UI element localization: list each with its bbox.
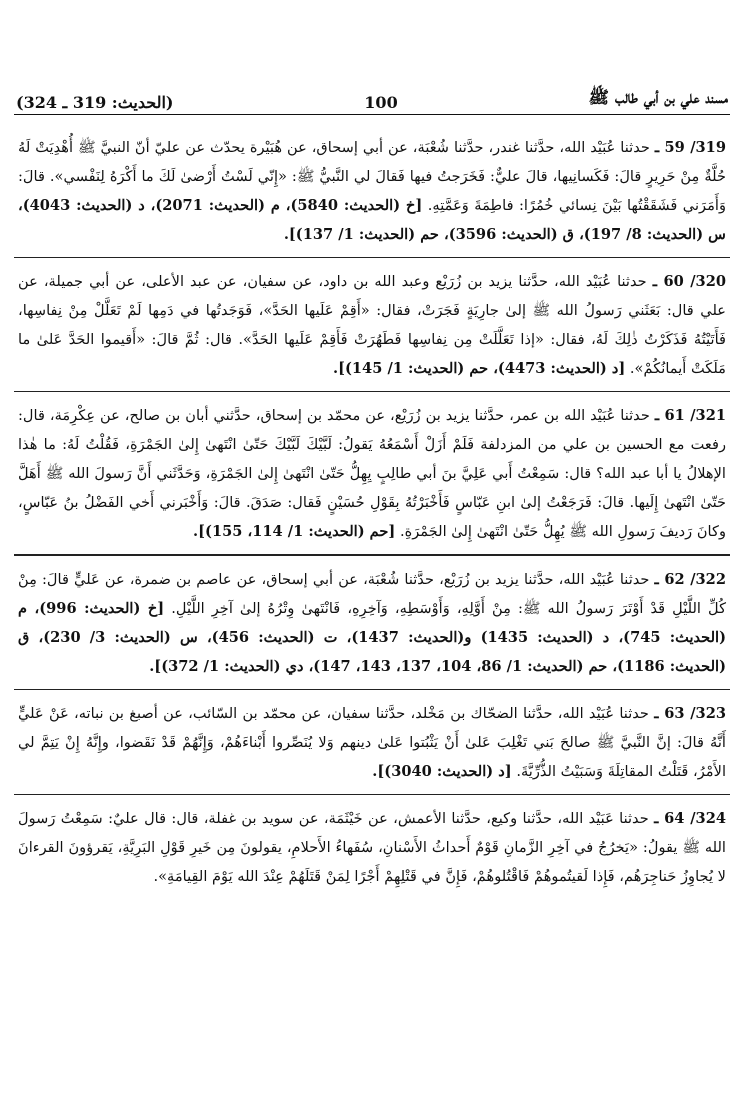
hadith-text: حدثنا عُبَيْد الله بن عمر، حدَّثنا يزيد بن زُرَيْع، عن محمّد بن إسحاق، حدَّثني أبان بن صالح، عن عِكْرِمَة، قال: رفعت مع الحسين بن علي من المزدلفة فَلَمْ أَزَلْ أَسْمَعُهُ يَقولُ: لَبَّيْكَ لَبَّيْكَ حَتّىٰ انْتَهىٰ إِلىٰ الجَمْرَةِ، فَقُلْتُ لَهُ: ما هٰذا الإهلالُ يا أبا عبد الله؟ قال: سَمِعْتُ أَبي عَلِيَّ بنَ أبي طالِبٍ يِهِلُّ حَتّىٰ انْتَهىٰ إِلىٰ الجَمْرَةِ، وَحَدَّثَني أَنَّ رَسولَ الله ﷺ أَهَلَّ حَتّىٰ انْتَهىٰ إِلَيها. قالَ: فَرَجَعْتُ إلىٰ ابنِ عَبّاسٍ فَأَخْبَرْتُهُ بِقَوْلِ حُسَيْنٍ فَقال: صَدَقَ. قالَ: وَأَخْبَرني أَخي الفَضْلُ بنُ عَبّاسٍ، وكانَ رَديفَ رَسولِ الله ﷺ يُهِلُّ حَتّىٰ انْتَهىٰ إِلىٰ الجَمْرَةِ. xyxy=(18,407,726,541)
hadith-entry xyxy=(14,133,730,249)
page-header xyxy=(14,82,730,115)
hadith-entry xyxy=(14,804,730,891)
hadith-number: 324/ 64 ـ xyxy=(654,809,727,827)
hadith-number: 319/ 59 ـ xyxy=(654,139,726,156)
hadith-reference: [د (الحديث: 4473)، حم (الحديث: 1/ 145)]. xyxy=(333,360,626,378)
hadith-entry xyxy=(14,267,730,383)
hadith-entry xyxy=(14,401,730,546)
hadith-number: 321/ 61 ـ xyxy=(654,407,727,425)
hadith-number: 322/ 62 ـ xyxy=(654,570,726,588)
hadith-text: حدثنا عُبَيْد الله، حدَّثنا يزيد بن زُرَيْع وعبد الله بن داود، عن سفيان، عن عبد الأعلى، عن أبي جميلة، عن علي قال: بَعَثَني رَسولُ الله ﷺ إلىٰ جارِيَةٍ فَجَرَتْ، فقال: «أَقِمْ عَلَيها الحَدَّ»، فَوَجَدتُها في دَمِها لَمْ تَعَلَّلْ مِنْ نِفاسِها، فَأَتَيْتُهُ فَذَكَرْتُ ذٰلِكَ لَهُ، فقال: «إذا تَعَلَّلَتْ مِن نِفاسِها فَطَهُرَتْ فَأَقِمْ عَلَيها الحَدَّ». قال: ثُمَّ قالَ: «أَقيموا الحَدَّ عَلىٰ ما مَلَكَتْ أَيمانُكُمْ». xyxy=(18,273,726,378)
page-number: 100 xyxy=(364,93,398,112)
hadith-reference: [خ (الحديث: 5840)، م (الحديث: 2071)، د (الحديث: 4043)، س (الحديث: 8/ 197)، ق (الحديث: 3596)، حم (الحديث: 1/ 137)]. xyxy=(18,197,726,243)
hadith-number: 323/ 63 ـ xyxy=(654,704,727,722)
divider xyxy=(14,554,730,555)
book-title: مسند علي بن أبي طالب ﷺ xyxy=(588,88,728,108)
hadith-number: 320/ 60 ـ xyxy=(652,273,727,291)
hadith-reference: [خ (الحديث: 996)، م (الحديث: 745)، د (الحديث: 1435) و(الحديث: 1437)، ت (الحديث: 456)، س (الحديث: 3/ 230)، ق (الحديث: 1186)، حم (الحديث: 1/ 86، 104، 137، 143، 147)، دي (الحديث: 1/ 372)]. xyxy=(18,599,726,675)
hadith-reference: [د (الحديث: 3040)]. xyxy=(372,762,512,780)
divider xyxy=(14,689,730,690)
divider xyxy=(14,391,730,392)
hadith-text: حدثنا عُبَيْد الله، حدَّثنا يزيد بن زُرَيْع، حدَّثنا شُعْبَة، عن أبي إسحاق، عن عاصم بن ضمرة، عن عَليٍّ قالَ: مِنْ كُلِّ اللَّيْلِ قَدْ أَوْتَرَ رَسولُ الله ﷺ: مِنْ أَوَّلِهِ، وَأَوْسَطِهِ، وَآخِرِهِ، فَانْتَهىٰ وِتْرُهُ إلىٰ آخِرِ اللَّيْلِ. xyxy=(18,570,727,617)
hadith-text: حدثنا عَبَيْد الله، حدَّثنا وكيع، حدَّثنا الأعمش، عن خَيْثَمَة، عن سويد بن غفلة، قال: قال عليٌ: سَمِعْتُ رَسولَ الله ﷺ يقولُ: «يَخرُجُ في آخِرِ الزَّمانِ قَوْمٌ أَحداثُ الأَسْنانِ، سُفَهاءُ الأَحلامِ، يقولونَ مِن خَيرِ قَوْلِ البَرِيَّةِ، يَقرؤونَ القرءانَ لا يُجاوِزُ حَناجِرَهُم، فَإِذا لَقيتُموهُمْ فَاقْتُلوهُمْ، فَإِنَّ في قَتْلِهِمْ أَجْرًا لِمَنْ قَتَلَهُمْ عِنْدَ الله يَوْمَ القِيامَةِ». xyxy=(18,809,726,885)
hadith-reference: [حم (الحديث: 1/ 114، 155)]. xyxy=(193,523,396,541)
hadith-entry xyxy=(14,699,730,786)
document-page xyxy=(14,82,730,891)
hadith-text: حدثنا عُبَيْد الله، حدَّثنا غندر، حدَّثنا شُعْبَة، عن أبي إسحاق، عن هُبَيْرة يحدّث عن عليّ أنّ النبيَّ ﷺ أُهْدِيَتْ لَهُ حُلَّةٌ مِنْ حَرِيرٍ قالَ: فَكَسانِيها، قالَ عليٌّ: فَخَرَجتُ فيها فَقالَ لي النَّبيُّ ﷺ: «إِنّي لَسْتُ أَرْضىٰ لَكَ ما أَكْرَهُ لِنَفْسي». قالَ: وَأَمَرَني فَشَقَقْتُها بَيْنَ نِسائي خُمُرًا: فاطِمَةَ وَعَمَّتِهِ. xyxy=(18,139,727,214)
hadith-range: (الحديث: 319 ـ 324) xyxy=(16,93,174,112)
hadith-entry xyxy=(14,565,730,681)
divider xyxy=(14,257,730,258)
hadith-text: حدثنا عُبَيْد الله، حدَّثنا الضحّاك بن مَخْلد، حدَّثنا سفيان، عن محمّد بن السّائب، عن أصبغ بن نباته، عَنْ عَليٍّ أَنَّهُ قالَ: إنَّ النَّبيَّ ﷺ صالحَ بَني تَغْلِبَ عَلىٰ أَنْ يَثْبُتوا عَلىٰ دينهم وَلا يُنَصِّروا أَبْناءَهُمْ، وَإِنَّهُمْ قَدْ نَقَضوا، وإِنَّهُ إِنْ يَتِمَّ لي الأَمْرُ، قَتَلْتُ المقاتِلَةَ وَسَبَيْتُ الذُّرِّيَّةَ. xyxy=(18,704,726,780)
divider xyxy=(14,794,730,795)
